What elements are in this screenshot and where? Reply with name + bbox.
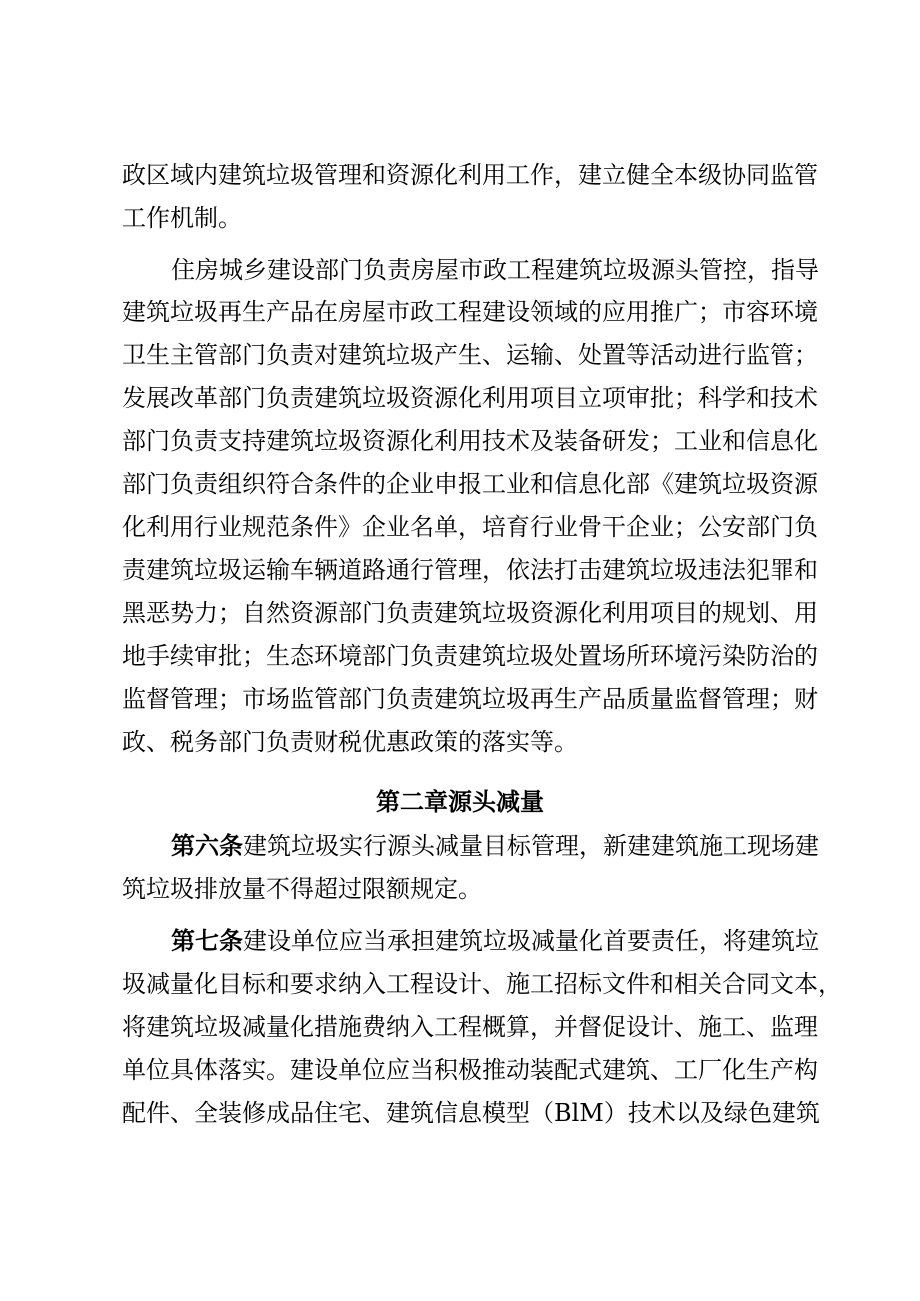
body-line: 政区域内建筑垃圾管理和资源化利用工作，建立健全本级协同监管 [122, 161, 818, 189]
body-line: 建筑垃圾再生产品在房屋市政工程建设领域的应用推广；市容环境 [122, 298, 818, 326]
article-7-line-3: 将建筑垃圾减量化措施费纳入工程概算，并督促设计、施工、监理 [122, 1013, 818, 1041]
body-line: 住房城乡建设部门负责房屋市政工程建筑垃圾源头管控，指导 [171, 256, 819, 284]
body-line: 卫生主管部门负责对建筑垃圾产生、运输、处置等活动进行监管； [122, 341, 818, 369]
body-line: 政、税务部门负责财税优惠政策的落实等。 [122, 728, 578, 756]
article-7-line-2: 圾减量化目标和要求纳入工程设计、施工招标文件和相关合同文本， [122, 970, 842, 998]
article-7-number: 第七条 [171, 926, 243, 955]
article-7-line-5: 配件、全装修成品住宅、建筑信息模型（BlM）技术以及绿色建筑 [122, 1099, 820, 1127]
article-6-line-2: 筑垃圾排放量不得超过限额规定。 [122, 875, 482, 903]
article-7-text: 建设单位应当承担建筑垃圾减量化首要责任，将建筑垃 [243, 927, 819, 955]
body-line: 地手续审批；生态环境部门负责建筑垃圾处置场所环境污染防治的 [122, 642, 818, 670]
chapter-heading: 第二章源头减量 [376, 787, 544, 816]
article-6-line-1 [171, 831, 819, 861]
article-7-line-1 [171, 926, 819, 956]
body-line: 发展改革部门负责建筑垃圾资源化利用项目立项审批；科学和技术 [122, 384, 818, 412]
body-line: 监督管理；市场监管部门负责建筑垃圾再生产品质量监督管理；财 [122, 685, 818, 713]
body-line: 工作机制。 [122, 204, 242, 232]
article-6-text: 建筑垃圾实行源头减量目标管理，新建建筑施工现场建 [243, 832, 819, 860]
body-line: 部门负责支持建筑垃圾资源化利用技术及装备研发；工业和信息化 [122, 427, 818, 455]
body-line: 化利用行业规范条件》企业名单，培育行业骨干企业；公安部门负 [122, 513, 818, 541]
body-line: 黑恶势力；自然资源部门负责建筑垃圾资源化利用项目的规划、用 [122, 599, 818, 627]
article-6-number: 第六条 [171, 831, 243, 860]
article-7-line-4: 单位具体落实。建设单位应当积极推动装配式建筑、工厂化生产构 [122, 1056, 818, 1084]
body-line: 部门负责组织符合条件的企业申报工业和信息化部《建筑垃圾资源 [122, 470, 818, 498]
body-line: 责建筑垃圾运输车辆道路通行管理，依法打击建筑垃圾违法犯罪和 [122, 556, 818, 584]
